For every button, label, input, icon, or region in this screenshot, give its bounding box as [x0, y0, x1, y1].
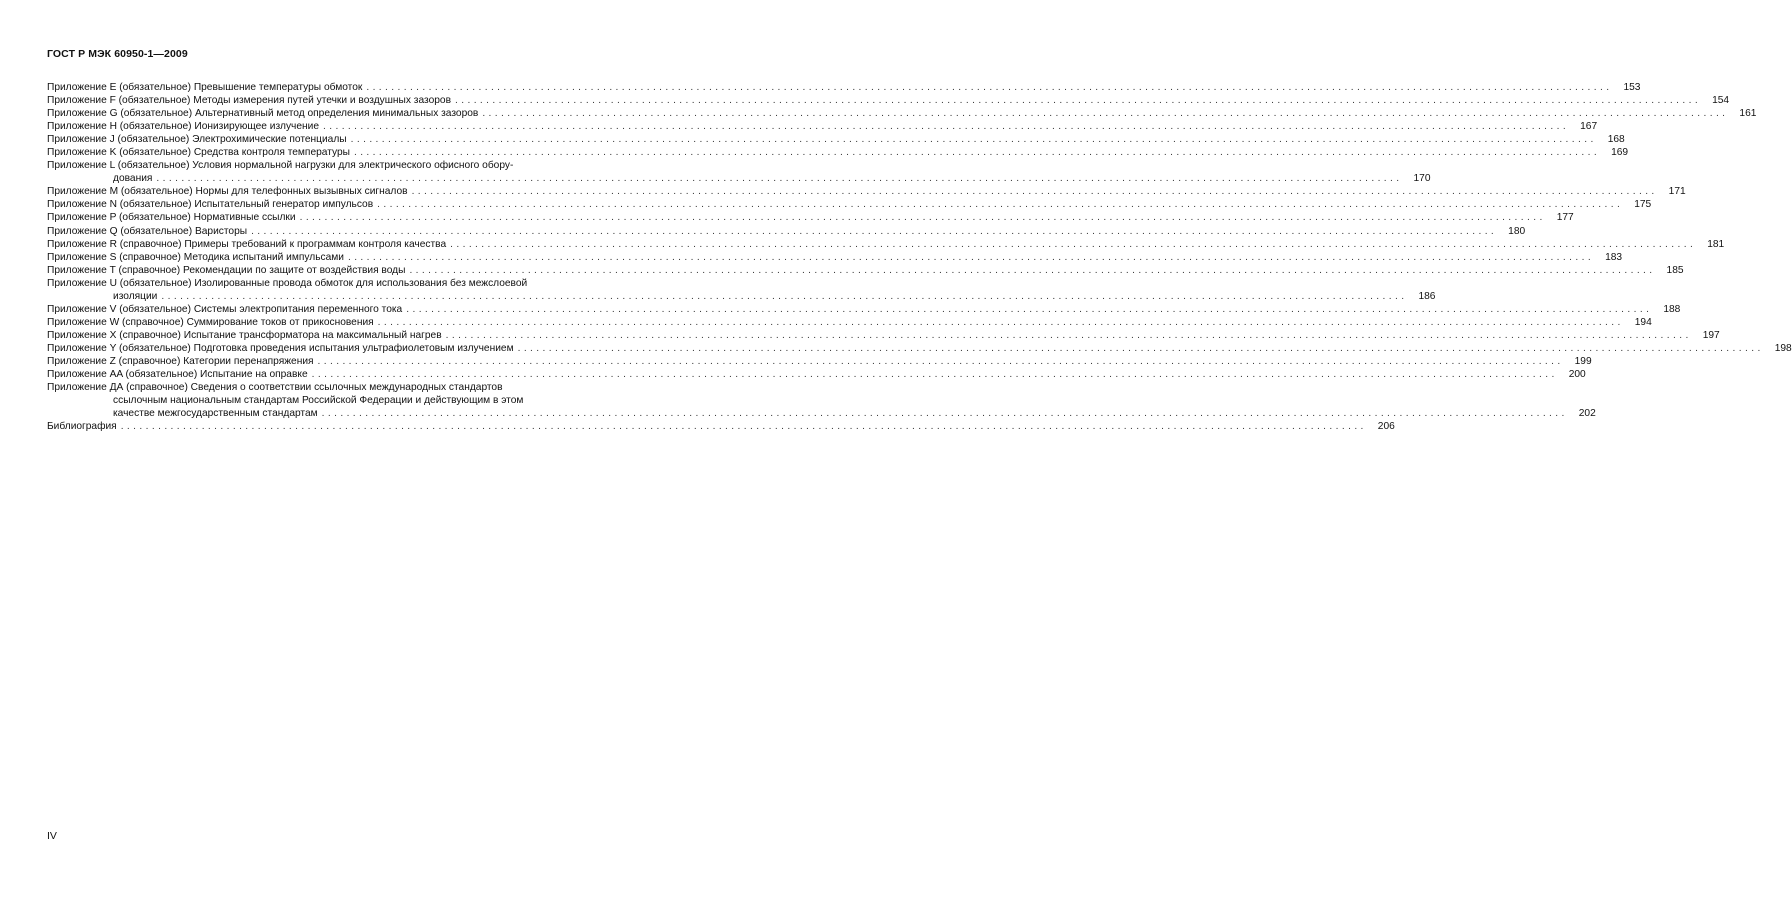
toc-entry [47, 303, 1681, 316]
toc-page-number: 177 [1556, 212, 1574, 224]
toc-entry-text: Приложение E (обязательное) Превышение температуры обмоток [47, 82, 363, 93]
toc-entry [47, 277, 1436, 303]
toc-entry-line [47, 185, 1686, 198]
dot-leader: ........................................................................................................................................................................................................ [317, 355, 1564, 367]
toc-entry [47, 185, 1686, 198]
toc-page-number: 168 [1607, 134, 1625, 146]
toc-entry-line [47, 342, 1792, 355]
toc-page-number: 167 [1580, 121, 1598, 133]
toc-entry-line [47, 316, 1652, 329]
toc-entry-line [47, 238, 1725, 251]
toc-entry-line [47, 94, 1730, 107]
toc-entry-line [47, 264, 1684, 277]
toc-entry-text: изоляции [113, 290, 158, 302]
toc-entry-text: Приложение H (обязательное) Ионизирующее излучение [47, 121, 320, 133]
toc-entry-line [47, 290, 1436, 303]
toc-entry-line [47, 303, 1681, 316]
toc-entry [47, 159, 1431, 185]
toc-entry-text: Приложение F (обязательное) Методы измерения путей утечки и воздушных зазоров [47, 95, 451, 107]
toc-entry [47, 264, 1684, 277]
toc-page-number: 194 [1634, 316, 1652, 328]
dot-leader: ........................................................................................................................................................................................................ [377, 199, 1624, 211]
dot-leader: ........................................................................................................................................................................................................ [445, 329, 1692, 341]
dot-leader: ........................................................................................................................................................................................................ [353, 147, 1601, 159]
toc-entry-text: Приложение U (обязательное) Изолированные провода обмоток для использования без межслоевой [47, 277, 528, 289]
toc-entry-line [47, 159, 585, 172]
dot-leader: ........................................................................................................................................................................................................ [323, 121, 1570, 133]
toc-entry-line [47, 381, 585, 394]
dot-leader: ........................................................................................................................................................................................................ [156, 173, 1403, 185]
toc-page-number: 175 [1634, 199, 1652, 211]
toc-page-number: 170 [1413, 173, 1431, 185]
dot-leader: ........................................................................................................................................................................................................ [321, 408, 1568, 420]
toc-entry-line [47, 120, 1598, 133]
toc-page-number: 186 [1418, 290, 1436, 302]
toc-entry [47, 251, 1623, 264]
toc-entry [47, 420, 1395, 433]
toc-page-number: 181 [1707, 238, 1725, 250]
toc-page-number: 202 [1578, 408, 1596, 420]
dot-leader: ........................................................................................................................................................................................................ [120, 421, 1367, 433]
toc-page-number: 154 [1712, 95, 1730, 107]
toc-entry-text: Приложение V (обязательное) Системы электропитания переменного тока [47, 303, 403, 315]
dot-leader: ........................................................................................................................................................................................................ [406, 303, 1653, 315]
toc-entry [47, 342, 1792, 355]
toc-entry [47, 211, 1574, 224]
toc-entry-text: Библиография [47, 421, 117, 433]
toc-entry [47, 368, 1586, 381]
toc-entry-text: Приложение G (обязательное) Альтернативный метод определения минимальных зазоров [47, 108, 479, 120]
page-number: IV [47, 830, 57, 842]
toc-entry [47, 225, 1526, 238]
dot-leader: ........................................................................................................................................................................................................ [251, 225, 1498, 237]
toc-entry-text: Приложение N (обязательное) Испытательный генератор импульсов [47, 199, 374, 211]
dot-leader: ........................................................................................................................................................................................................ [517, 342, 1764, 354]
dot-leader: ........................................................................................................................................................................................................ [409, 264, 1656, 276]
toc-entry-line [47, 420, 1395, 433]
dot-leader: ........................................................................................................................................................................................................ [482, 108, 1729, 120]
toc-entry-text: Приложение P (обязательное) Нормативные ссылки [47, 212, 296, 224]
toc-entry-line [47, 251, 1623, 264]
dot-leader: ........................................................................................................................................................................................................ [366, 82, 1613, 93]
toc-entry-line [47, 407, 1596, 420]
toc-entry-line [47, 198, 1652, 211]
toc-entry-line [47, 172, 1431, 185]
toc-entry [47, 120, 1598, 133]
toc-entry-line [47, 368, 1586, 381]
toc-page-number: 198 [1774, 342, 1792, 354]
toc-page-number: 206 [1377, 421, 1395, 433]
dot-leader: ........................................................................................................................................................................................................ [347, 251, 1595, 263]
toc-page-number: 161 [1739, 108, 1757, 120]
toc-entry [47, 94, 1730, 107]
toc-entry-text: Приложение X (справочное) Испытание трансформатора на максимальный нагрев [47, 329, 442, 341]
toc-entry [47, 238, 1725, 251]
toc-entry-text: качестве межгосударственным стандартам [113, 408, 318, 420]
toc-page-number: 169 [1611, 147, 1629, 159]
toc-entry-text: Приложение R (справочное) Примеры требований к программам контроля качества [47, 238, 447, 250]
dot-leader: ........................................................................................................................................................................................................ [299, 212, 1546, 224]
toc-entry [47, 316, 1652, 329]
toc-entry-text: Приложение AA (обязательное) Испытание на оправке [47, 369, 308, 381]
running-header: ГОСТ Р МЭК 60950-1—2009 [47, 48, 188, 60]
toc-entry-text: Приложение T (справочное) Рекомендации по защите от воздействия воды [47, 264, 406, 276]
toc-entry-text: Приложение ДА (справочное) Сведения о соответствии ссылочных международных стандартов [47, 382, 503, 394]
toc-page-number: 197 [1702, 329, 1720, 341]
toc-entry [47, 329, 1720, 342]
toc-page-number: 153 [1623, 82, 1641, 93]
toc-entry-text: Приложение S (справочное) Методика испытаний импульсами [47, 251, 344, 263]
toc-entry [47, 355, 1592, 368]
toc-entry-text: Приложение Y (обязательное) Подготовка проведения испытания ультрафиолетовым излучением [47, 342, 514, 354]
toc-entry-text: Приложение L (обязательное) Условия нормальной нагрузки для электрического офисного обору- [47, 160, 514, 172]
toc-entry-line [47, 225, 1526, 238]
toc-entry-line [47, 107, 1757, 120]
toc-entry-text: ссылочным национальным стандартам Российской Федерации и действующим в этом [113, 395, 524, 407]
dot-leader: ........................................................................................................................................................................................................ [377, 316, 1624, 328]
toc-page-number: 185 [1666, 264, 1684, 276]
toc-entry-line [47, 355, 1592, 368]
dot-leader: ........................................................................................................................................................................................................ [350, 134, 1597, 146]
toc-entry-text: дования [113, 173, 153, 185]
table-of-contents [47, 81, 1792, 433]
toc-page-number: 188 [1663, 303, 1681, 315]
toc-entry-text: Приложение K (обязательное) Средства контроля температуры [47, 147, 350, 159]
toc-entry-line [47, 277, 585, 290]
toc-entry-line [47, 329, 1720, 342]
toc-entry-text: Приложение Z (справочное) Категории перенапряжения [47, 355, 314, 367]
toc-page-number: 199 [1574, 355, 1592, 367]
toc-entry [47, 146, 1629, 159]
dot-leader: ........................................................................................................................................................................................................ [450, 238, 1697, 250]
dot-leader: ........................................................................................................................................................................................................ [411, 186, 1658, 198]
dot-leader: ........................................................................................................................................................................................................ [311, 369, 1558, 381]
toc-entry-text: Приложение J (обязательное) Электрохимические потенциалы [47, 134, 347, 146]
toc-entry-line [47, 211, 1574, 224]
toc-page-number: 183 [1605, 251, 1623, 263]
toc-entry-text: Приложение W (справочное) Суммирование токов от прикосновения [47, 316, 374, 328]
toc-entry-line [47, 146, 1629, 159]
toc-entry [47, 81, 1641, 94]
toc-entry [47, 133, 1625, 146]
toc-page-number: 180 [1508, 225, 1526, 237]
toc-entry [47, 107, 1757, 120]
toc-entry-line [47, 133, 1625, 146]
toc-entry-text: Приложение M (обязательное) Нормы для телефонных вызывных сигналов [47, 186, 408, 198]
toc-page-number: 171 [1668, 186, 1686, 198]
dot-leader: ........................................................................................................................................................................................................ [455, 95, 1702, 107]
toc-entry [47, 198, 1652, 211]
toc-page-number: 200 [1568, 369, 1586, 381]
toc-entry-line [47, 81, 1641, 94]
toc-entry-line [47, 394, 585, 407]
dot-leader: ........................................................................................................................................................................................................ [161, 290, 1408, 302]
toc-entry-text: Приложение Q (обязательное) Варисторы [47, 225, 248, 237]
toc-entry [47, 381, 1596, 420]
